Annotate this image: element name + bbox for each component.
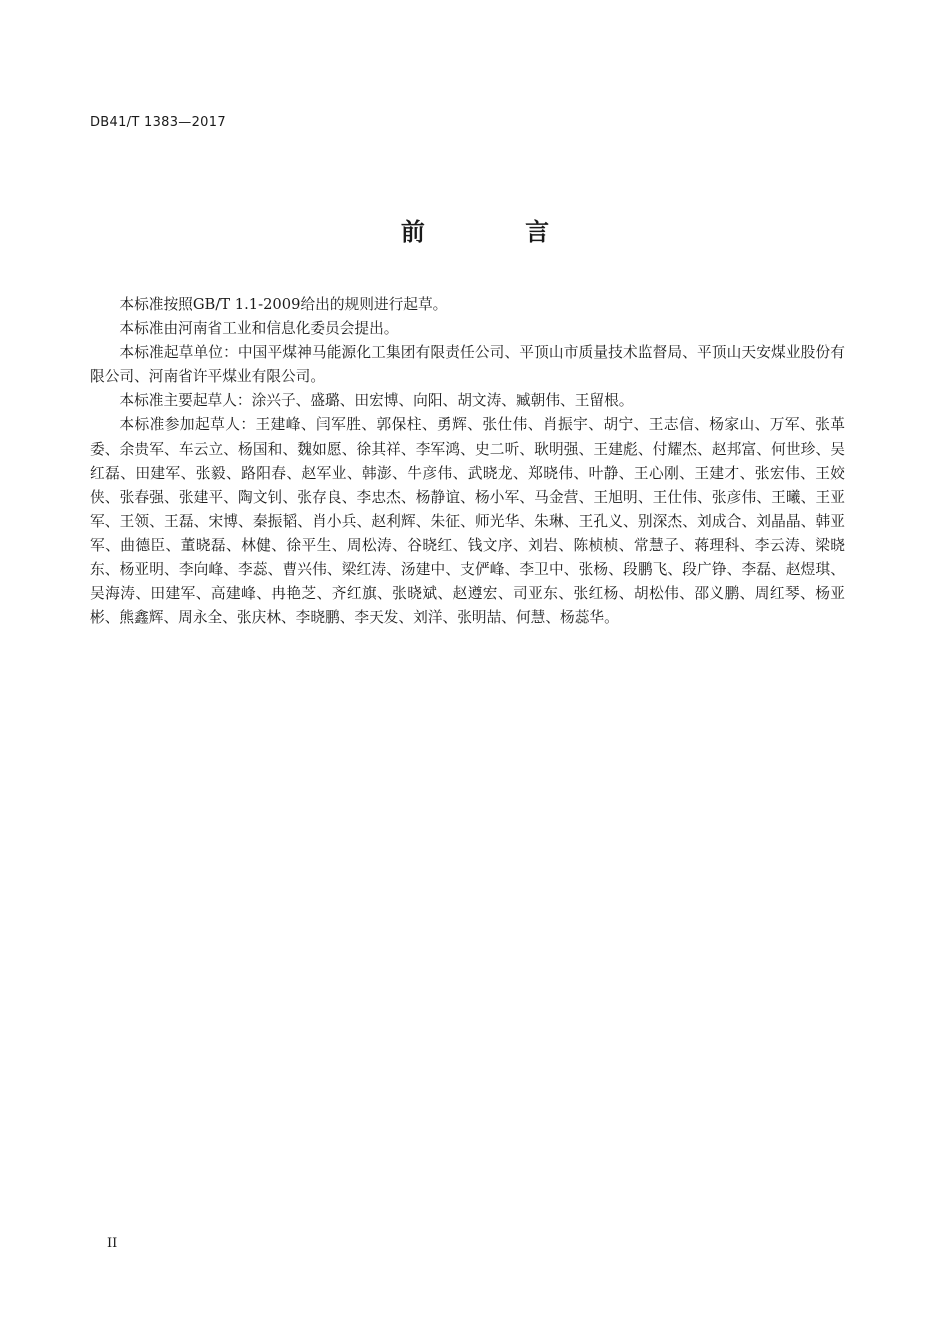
- page-title: 前 言: [400, 218, 596, 246]
- paragraph-proposer: 本标准由河南省工业和信息化委员会提出。: [119, 320, 399, 338]
- document-code: DB41/T 1383—2017: [90, 115, 226, 130]
- foreword-body: [90, 293, 845, 630]
- paragraph-participating-drafters: 本标准参加起草人：王建峰、闫军胜、郭保柱、勇辉、张仕伟、肖振宇、胡宁、王志信、杨家山、万军、张革委、余贵军、车云立、杨国和、魏如愿、徐其祥、李军鸿、史二听、耿明强、王建彪、付耀杰、赵邦富、何世珍、吴红磊、田建军、张毅、路阳春、赵军业、韩澎、牛彦伟、武晓龙、郑晓伟、叶静、王心刚、王建才、张宏伟、王姣侠、张春强、张建平、陶文钊、张存良、李忠杰、杨静谊、杨小军、马金营、王旭明、王仕伟、张彦伟、王曦、王亚军、王领、王磊、宋博、秦振韬、肖小兵、赵利辉、朱征、师光华、朱琳、王孔义、别深杰、刘成合、刘晶晶、韩亚军、曲德臣、董晓磊、林健、徐平生、周松涛、谷晓红、钱文序、刘岩、陈桢桢、常慧子、蒋理科、李云涛、梁晓东、杨亚明、李向峰、李蕊、曹兴伟、梁红涛、汤建中、支俨峰、李卫中、张杨、段鹏飞、段广铮、李磊、赵煜琪、吴海涛、田建军、高建峰、冉艳芝、齐红旗、张晓斌、赵遵宏、司亚东、张红杨、胡松伟、邵义鹏、周红琴、杨亚彬、熊鑫辉、周永全、张庆林、李晓鹏、李天发、刘洋、张明喆、何慧、杨蕊华。: [90, 416, 845, 627]
- paragraph-main-drafters: 本标准主要起草人：涂兴子、盛璐、田宏博、向阳、胡文涛、臧朝伟、王留根。: [119, 392, 634, 410]
- paragraph-drafting-rules: 本标准按照GB/T 1.1-2009给出的规则进行起草。: [119, 296, 448, 313]
- paragraph-drafting-units: 本标准起草单位：中国平煤神马能源化工集团有限责任公司、平顶山市质量技术监督局、平顶山天安煤业股份有限公司、河南省许平煤业有限公司。: [90, 344, 845, 386]
- page-number: II: [107, 1236, 118, 1251]
